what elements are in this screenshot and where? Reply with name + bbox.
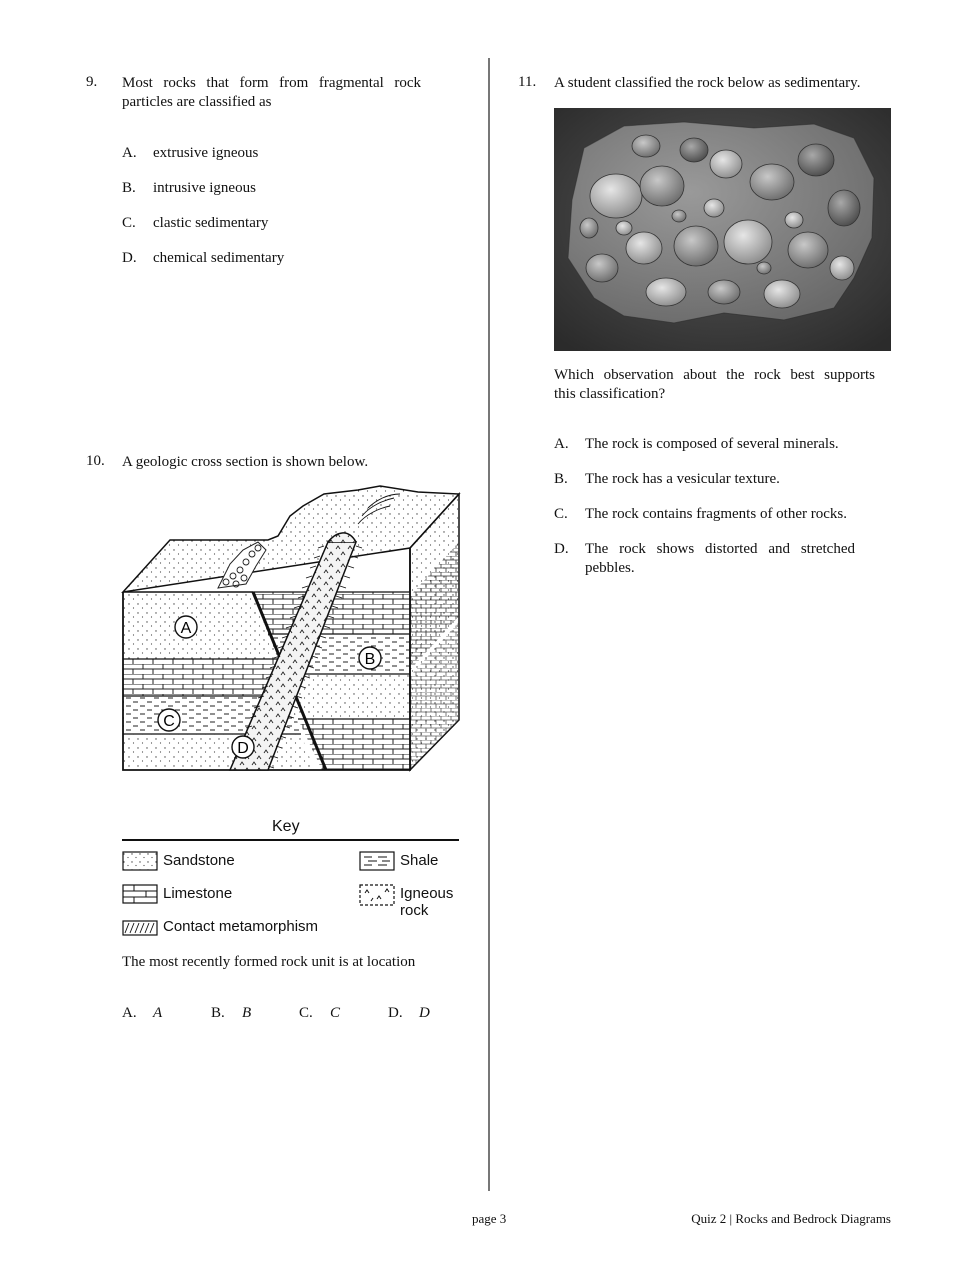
label-d-marker [232, 736, 254, 758]
q9-option-a-letter: A. [122, 145, 137, 161]
q9-option-b-letter: B. [122, 180, 136, 196]
shale-swatch [359, 851, 395, 871]
q9-number: 9. [86, 74, 98, 90]
label-b: B [364, 651, 376, 668]
igneous-rock-swatch [359, 884, 395, 906]
q10-option-a-letter: A. [122, 1005, 137, 1021]
q11-option-a-letter: A. [554, 436, 569, 452]
q11-option-d-text-line1: The rock shows distorted and stretched [585, 541, 855, 557]
q11-option-a[interactable] [554, 435, 839, 454]
geologic-cross-section [118, 484, 464, 776]
label-a-marker [175, 616, 197, 638]
q10-option-b[interactable] [211, 1004, 251, 1023]
q10-option-b-letter: B. [211, 1005, 225, 1021]
q11-option-c-letter: C. [554, 506, 568, 522]
q10-option-a-value: A [153, 1005, 163, 1021]
label-a: A [180, 620, 192, 637]
q11-option-d-text-line2: pebbles. [585, 560, 635, 576]
q11-option-b[interactable] [554, 470, 780, 489]
page-number: page 3 [472, 1211, 507, 1226]
key-sandstone: Sandstone [163, 852, 235, 869]
label-d: D [237, 740, 249, 757]
label-c-marker [158, 709, 180, 731]
q10-option-c[interactable] [299, 1004, 340, 1023]
q9-option-a-text: extrusive igneous [153, 145, 259, 161]
q10-option-a[interactable] [122, 1004, 162, 1023]
q9-option-d[interactable] [122, 249, 284, 268]
q11-option-b-letter: B. [554, 471, 568, 487]
q10-number: 10. [86, 453, 105, 469]
q11-option-c-text: The rock contains fragments of other rocks. [585, 506, 847, 522]
key-igneous-line1: Igneous [400, 885, 454, 902]
q9-stem-line1: Most rocks that form from fragmental rock [122, 75, 421, 91]
label-b-marker [359, 647, 381, 669]
q11-option-c[interactable] [554, 505, 847, 524]
q10-option-d-letter: D. [388, 1005, 403, 1021]
q9-option-d-letter: D. [122, 250, 137, 266]
limestone-swatch [122, 884, 158, 904]
key-limestone: Limestone [163, 885, 233, 902]
q9-option-d-text: chemical sedimentary [153, 250, 285, 266]
key-igneous-line2: rock [400, 902, 429, 919]
q11-number: 11. [518, 74, 537, 90]
q9-option-c[interactable] [122, 214, 268, 233]
sandstone-swatch [122, 851, 158, 871]
key-igneous-rock [400, 885, 453, 919]
key-title: Key [272, 818, 300, 835]
q10-option-c-value: C [330, 1005, 341, 1021]
q11-option-d-letter: D. [554, 541, 569, 557]
q11-question-line1: Which observation about the rock best supports [554, 367, 875, 383]
q10-option-b-value: B [242, 1005, 252, 1021]
q9-option-b[interactable] [122, 179, 256, 198]
q11-option-a-text: The rock is composed of several minerals. [585, 436, 839, 452]
q10-stem: A geologic cross section is shown below. [122, 454, 369, 470]
label-c: C [163, 713, 175, 730]
q11-question-line2: this classification? [554, 386, 666, 402]
q10-question: The most recently formed rock unit is at location [122, 954, 416, 970]
q9-option-c-text: clastic sedimentary [153, 215, 269, 231]
conglomerate-rock-photo [554, 108, 891, 351]
key-contact-metamorphism: Contact metamorphism [163, 918, 319, 935]
q11-option-d[interactable] [554, 540, 855, 578]
q9-option-c-letter: C. [122, 215, 136, 231]
q9-option-a[interactable] [122, 144, 258, 163]
q9-option-b-text: intrusive igneous [153, 180, 256, 196]
q11-stem: A student classified the rock below as sedimentary. [554, 75, 861, 91]
q10-option-d-value: D [419, 1005, 430, 1021]
q9-stem [122, 74, 421, 112]
q11-question [554, 366, 875, 404]
key-rule [122, 839, 459, 841]
q10-option-d[interactable] [388, 1004, 430, 1023]
contact-metamorphism-swatch [122, 918, 158, 938]
key-shale: Shale [400, 852, 439, 869]
q9-stem-line2: particles are classified as [122, 94, 272, 110]
q10-option-c-letter: C. [299, 1005, 313, 1021]
footer-title: Quiz 2 | Rocks and Bedrock Diagrams [691, 1211, 891, 1226]
column-divider [488, 58, 490, 1191]
q11-option-b-text: The rock has a vesicular texture. [585, 471, 780, 487]
